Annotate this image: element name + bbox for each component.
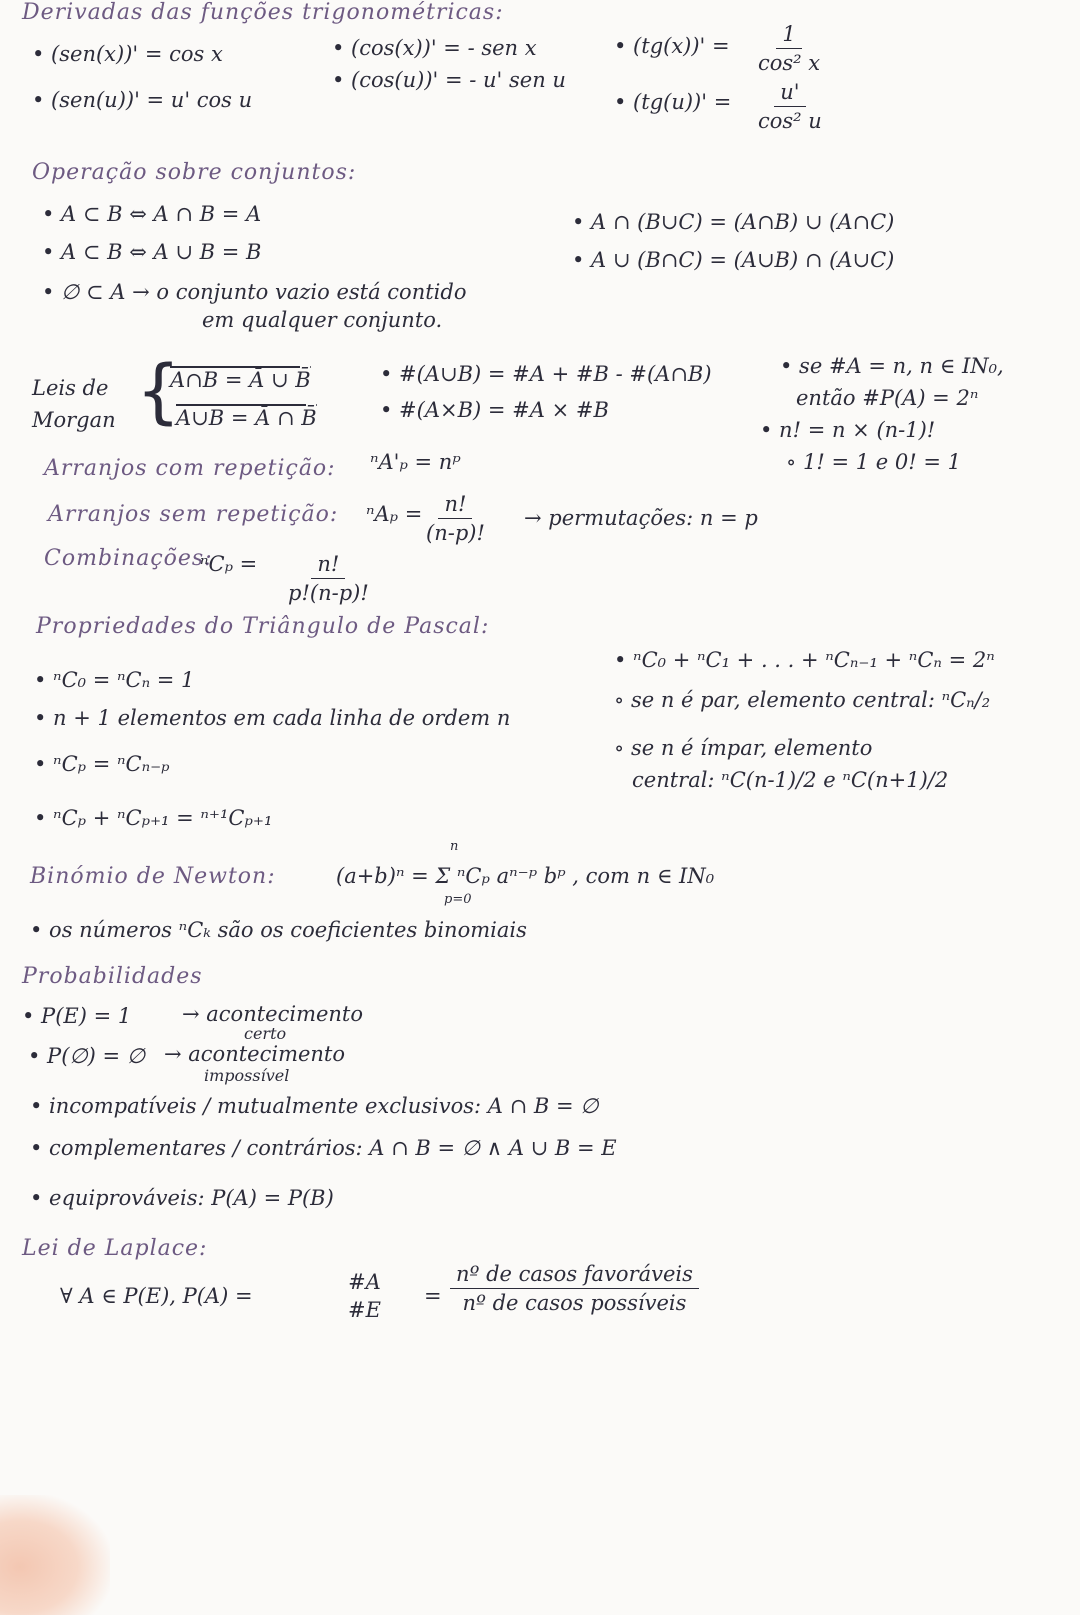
morgan-law-2: A∪B = Ā ∩ B̄ [176, 406, 317, 430]
set-operations-title: Operação sobre conjuntos: [32, 160, 357, 185]
derivative-tg-u-lhs: • (tg(u))' = [614, 90, 732, 114]
morgan-label-line2: Morgan [32, 408, 116, 432]
arrangements-with-repetition-formula: ⁿA'ₚ = nᵖ [370, 450, 461, 474]
arrangements-with-repetition-label: Arranjos com repetição: [44, 456, 336, 481]
pascal-properties-title: Propriedades do Triângulo de Pascal: [36, 614, 490, 639]
cardinal-product: • #(A×B) = #A × #B [380, 398, 609, 422]
set-distributive-union: • A ∪ (B∩C) = (A∪B) ∩ (A∪C) [572, 248, 895, 272]
fraction-denominator: cos² u [758, 109, 822, 134]
laplace-cases-fraction [450, 1262, 699, 1315]
derivative-tg-x-lhs: • (tg(x))' = [614, 34, 730, 58]
newton-binomial-title: Binómio de Newton: [30, 864, 276, 889]
arrangements-lhs: ⁿAₚ = [366, 502, 423, 526]
binomial-coefficients-note: • os números ⁿCₖ são os coeficientes binomiais [30, 918, 527, 942]
prob-impossible-sub: impossível [204, 1066, 290, 1085]
derivative-sen-u: • (sen(u))' = u' cos u [32, 88, 253, 112]
set-empty-subset: • ∅ ⊂ A → o conjunto vazio está contido [42, 280, 467, 304]
prob-certain-sub: certo [244, 1024, 287, 1043]
arrangements-fraction [420, 492, 491, 545]
derivative-cos-u: • (cos(u))' = - u' sen u [332, 68, 566, 92]
sum-upper-limit: n [450, 839, 459, 854]
permutations-note: → permutações: n = p [524, 506, 758, 530]
arrangements-without-repetition-label: Arranjos sem repetição: [48, 502, 339, 527]
pascal-central-odd-line2: central: ⁿC(n-1)/2 e ⁿC(n+1)/2 [632, 768, 949, 792]
pascal-central-even: ∘ se n é par, elemento central: ⁿCₙ/₂ [614, 688, 991, 712]
pascal-symmetry: • ⁿCₚ = ⁿCₙ₋ₚ [34, 752, 170, 776]
prob-certain: • P(E) = 1 [22, 1004, 132, 1028]
fraction-denominator: (n-p)! [426, 521, 485, 546]
fraction-denominator: cos² x [758, 51, 821, 76]
probability-title: Probabilidades [22, 964, 203, 989]
derivative-sen-x: • (sen(x))' = cos x [32, 42, 223, 66]
set-empty-subset-cont: em qualquer conjunto. [202, 308, 443, 332]
fraction-numerator: 1 [776, 22, 801, 49]
finger-smudge [0, 1495, 110, 1615]
combinations-label: Combinações: [44, 546, 213, 571]
fraction-denominator: p!(n-p)! [288, 581, 369, 606]
sum-lower-limit: p=0 [444, 892, 472, 907]
fraction-denominator: nº de casos possíveis [462, 1291, 687, 1316]
fraction-denominator: #E [348, 1298, 381, 1323]
morgan-brace: { [136, 350, 181, 432]
fraction-numerator: n! [311, 552, 345, 579]
power-set-cardinal-line2: então #P(A) = 2ⁿ [796, 386, 979, 410]
prob-certain-arrow: → acontecimento [182, 1002, 364, 1026]
fraction-numerator: nº de casos favoráveis [450, 1262, 699, 1289]
combinations-lhs: ⁿCₚ = [200, 552, 258, 576]
derivative-tg-u-fraction [752, 80, 828, 133]
prob-impossible-arrow: → acontecimento [164, 1042, 346, 1066]
prob-incompatible: • incompatíveis / mutualmente exclusivos: A ∩ B = ∅ [30, 1094, 599, 1118]
set-subset-union: • A ⊂ B ⇔ A ∪ B = B [42, 240, 262, 264]
set-distributive-intersection: • A ∩ (B∪C) = (A∩B) ∪ (A∩C) [572, 210, 895, 234]
combinations-fraction [282, 552, 375, 605]
fraction-numerator: #A [348, 1270, 381, 1294]
derivative-tg-x-fraction [752, 22, 826, 75]
cardinal-union: • #(A∪B) = #A + #B - #(A∩B) [380, 362, 712, 386]
factorial-base: ∘ 1! = 1 e 0! = 1 [786, 450, 961, 474]
morgan-label-line1: Leis de [32, 376, 109, 400]
laplace-lhs: ∀ A ∈ P(E), P(A) = [60, 1284, 253, 1308]
laplace-cardinal-fraction [342, 1270, 387, 1322]
factorial-recursion: • n! = n × (n-1)! [760, 418, 936, 442]
pascal-row-count: • n + 1 elementos em cada linha de ordem n [34, 706, 511, 730]
prob-impossible: • P(∅) = ∅ [28, 1044, 146, 1068]
pascal-row-sum: • ⁿC₀ + ⁿC₁ + . . . + ⁿCₙ₋₁ + ⁿCₙ = 2ⁿ [614, 648, 995, 672]
power-set-cardinal-line1: • se #A = n, n ∈ IN₀, [780, 354, 1004, 378]
morgan-law-1: A∩B = Ā ∪ B̄ [170, 368, 311, 392]
pascal-central-odd-line1: ∘ se n é ímpar, elemento [614, 736, 873, 760]
prob-equiprobable: • equiprováveis: P(A) = P(B) [30, 1186, 334, 1210]
derivative-cos-x: • (cos(x))' = - sen x [332, 36, 537, 60]
prob-complementary: • complementares / contrários: A ∩ B = ∅ ∧ A ∪ B = E [30, 1136, 617, 1160]
trig-derivatives-title: Derivadas das funções trigonométricas: [22, 0, 504, 25]
fraction-numerator: n! [438, 492, 472, 519]
fraction-numerator: u' [774, 80, 805, 107]
newton-binomial-formula: (a+b)ⁿ = Σ ⁿCₚ aⁿ⁻ᵖ bᵖ , com n ∈ IN₀ [336, 864, 715, 888]
laplace-title: Lei de Laplace: [22, 1236, 208, 1261]
set-subset-intersection: • A ⊂ B ⇔ A ∩ B = A [42, 202, 262, 226]
laplace-equals: = [424, 1284, 442, 1308]
pascal-edges: • ⁿC₀ = ⁿCₙ = 1 [34, 668, 195, 692]
pascal-recurrence: • ⁿCₚ + ⁿCₚ₊₁ = ⁿ⁺¹Cₚ₊₁ [34, 806, 273, 830]
